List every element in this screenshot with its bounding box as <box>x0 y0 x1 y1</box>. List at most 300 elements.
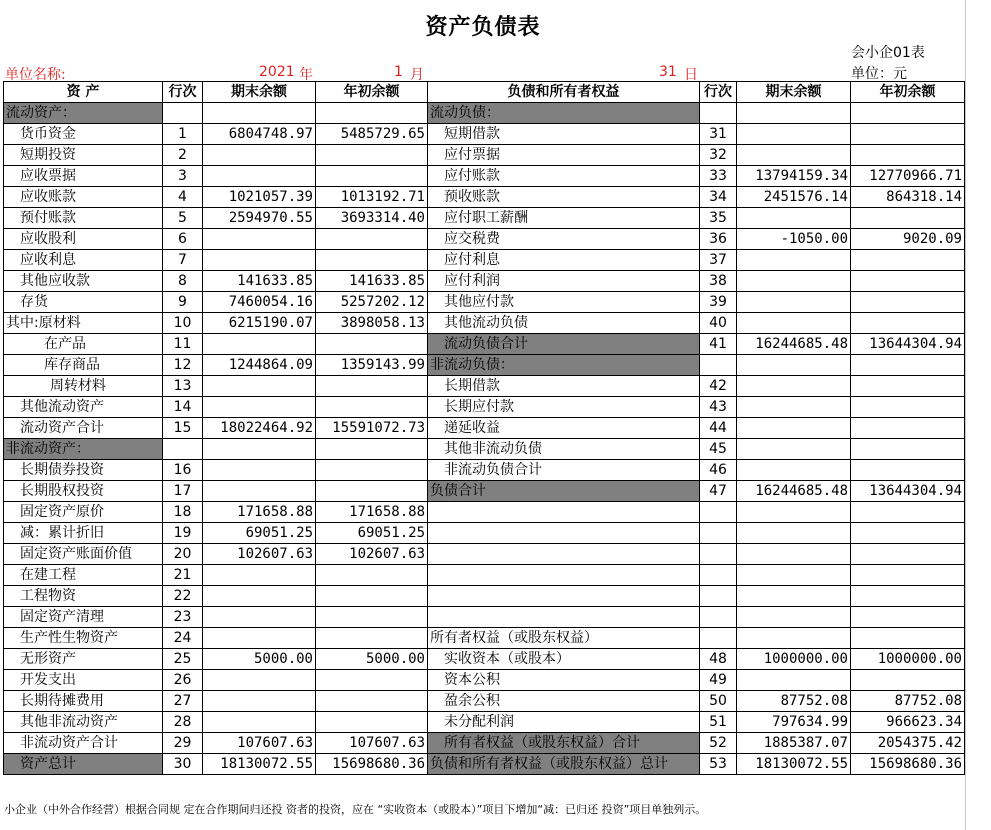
liab-end: -1050.00 <box>737 229 851 250</box>
liab-name <box>428 523 700 544</box>
asset-line: 22 <box>163 586 203 607</box>
liab-begin <box>851 460 965 481</box>
asset-line: 9 <box>163 292 203 313</box>
asset-end: 102607.63 <box>203 544 316 565</box>
liab-begin: 2054375.42 <box>851 733 965 754</box>
table-row <box>4 229 965 250</box>
asset-name: 长期待摊费用 <box>4 691 163 712</box>
asset-line: 5 <box>163 208 203 229</box>
asset-line: 14 <box>163 397 203 418</box>
liab-line <box>700 523 737 544</box>
asset-begin: 69051.25 <box>316 523 428 544</box>
asset-name: 其他流动资产 <box>4 397 163 418</box>
asset-name: 流动资产： <box>4 103 163 124</box>
table-row <box>4 355 965 376</box>
liab-name: 应交税费 <box>428 229 700 250</box>
asset-end: 69051.25 <box>203 523 316 544</box>
liab-end: 1000000.00 <box>737 649 851 670</box>
asset-line: 8 <box>163 271 203 292</box>
asset-end: 171658.88 <box>203 502 316 523</box>
asset-line: 12 <box>163 355 203 376</box>
liab-begin: 966623.34 <box>851 712 965 733</box>
asset-name: 应收利息 <box>4 250 163 271</box>
liab-begin: 864318.14 <box>851 187 965 208</box>
liab-begin <box>851 292 965 313</box>
liab-name: 应付职工薪酬 <box>428 208 700 229</box>
asset-begin <box>316 103 428 124</box>
asset-name: 其中:原材料 <box>4 313 163 334</box>
asset-name: 工程物资 <box>4 586 163 607</box>
liab-end <box>737 607 851 628</box>
asset-begin <box>316 691 428 712</box>
liab-begin <box>851 502 965 523</box>
asset-begin: 15591072.73 <box>316 418 428 439</box>
liab-end <box>737 544 851 565</box>
asset-line: 24 <box>163 628 203 649</box>
liab-begin: 1000000.00 <box>851 649 965 670</box>
asset-line: 29 <box>163 733 203 754</box>
table-row <box>4 544 965 565</box>
liab-begin <box>851 208 965 229</box>
asset-line: 7 <box>163 250 203 271</box>
liab-begin <box>851 376 965 397</box>
liab-name <box>428 544 700 565</box>
liab-line: 51 <box>700 712 737 733</box>
liab-end <box>737 145 851 166</box>
liab-name: 实收资本（或股本） <box>428 649 700 670</box>
asset-begin <box>316 439 428 460</box>
liab-name: 资本公积 <box>428 670 700 691</box>
asset-name: 非流动资产合计 <box>4 733 163 754</box>
asset-end <box>203 376 316 397</box>
table-row <box>4 691 965 712</box>
liab-name: 流动负债： <box>428 103 700 124</box>
liab-name <box>428 565 700 586</box>
asset-begin: 15698680.36 <box>316 754 428 775</box>
header-begin-balance: 年初余额 <box>316 82 428 103</box>
liab-line <box>700 502 737 523</box>
liab-end <box>737 397 851 418</box>
asset-end <box>203 166 316 187</box>
asset-end <box>203 628 316 649</box>
asset-line: 16 <box>163 460 203 481</box>
liab-end <box>737 271 851 292</box>
liab-end <box>737 460 851 481</box>
liab-line: 48 <box>700 649 737 670</box>
liab-begin: 87752.08 <box>851 691 965 712</box>
asset-begin <box>316 628 428 649</box>
liab-begin: 9020.09 <box>851 229 965 250</box>
liab-name: 流动负债合计 <box>428 334 700 355</box>
liab-name: 所有者权益（或股东权益）合计 <box>428 733 700 754</box>
liab-end <box>737 502 851 523</box>
asset-begin: 5485729.65 <box>316 124 428 145</box>
asset-name: 库存商品 <box>4 355 163 376</box>
table-row <box>4 145 965 166</box>
asset-end <box>203 103 316 124</box>
liab-begin <box>851 439 965 460</box>
asset-end <box>203 670 316 691</box>
asset-name: 无形资产 <box>4 649 163 670</box>
liab-end: 87752.08 <box>737 691 851 712</box>
asset-line: 4 <box>163 187 203 208</box>
liab-line <box>700 565 737 586</box>
asset-name: 在建工程 <box>4 565 163 586</box>
liab-begin <box>851 418 965 439</box>
asset-line: 13 <box>163 376 203 397</box>
asset-begin <box>316 145 428 166</box>
liab-name: 所有者权益（或股东权益） <box>428 628 700 649</box>
asset-begin <box>316 565 428 586</box>
asset-end: 6215190.07 <box>203 313 316 334</box>
table-row <box>4 481 965 502</box>
asset-begin <box>316 481 428 502</box>
liab-end <box>737 586 851 607</box>
asset-name: 流动资产合计 <box>4 418 163 439</box>
liab-line: 32 <box>700 145 737 166</box>
asset-name: 应收票据 <box>4 166 163 187</box>
asset-end <box>203 586 316 607</box>
asset-begin <box>316 670 428 691</box>
liab-end <box>737 418 851 439</box>
table-row <box>4 565 965 586</box>
table-row <box>4 754 965 775</box>
asset-name: 其他应收款 <box>4 271 163 292</box>
asset-end <box>203 712 316 733</box>
balance-sheet-table <box>3 81 965 775</box>
asset-name: 资产总计 <box>4 754 163 775</box>
liab-name: 其他流动负债 <box>428 313 700 334</box>
asset-name: 生产性生物资产 <box>4 628 163 649</box>
table-row <box>4 334 965 355</box>
asset-begin: 171658.88 <box>316 502 428 523</box>
asset-begin: 3898058.13 <box>316 313 428 334</box>
liab-line: 47 <box>700 481 737 502</box>
table-row <box>4 418 965 439</box>
liab-begin <box>851 145 965 166</box>
asset-end <box>203 334 316 355</box>
asset-name: 应收股利 <box>4 229 163 250</box>
liab-end: 16244685.48 <box>737 481 851 502</box>
asset-line: 21 <box>163 565 203 586</box>
report-year-unit: 年 <box>299 67 313 83</box>
table-row <box>4 523 965 544</box>
liab-name: 负债合计 <box>428 481 700 502</box>
asset-end <box>203 691 316 712</box>
liab-line <box>700 607 737 628</box>
asset-end <box>203 439 316 460</box>
liab-begin: 13644304.94 <box>851 334 965 355</box>
asset-name: 非流动资产： <box>4 439 163 460</box>
asset-end <box>203 397 316 418</box>
table-row <box>4 628 965 649</box>
liab-line: 43 <box>700 397 737 418</box>
liab-line: 34 <box>700 187 737 208</box>
asset-begin <box>316 586 428 607</box>
asset-end: 7460054.16 <box>203 292 316 313</box>
liab-line: 52 <box>700 733 737 754</box>
liab-name: 短期借款 <box>428 124 700 145</box>
liab-begin <box>851 523 965 544</box>
asset-begin <box>316 712 428 733</box>
liab-line <box>700 628 737 649</box>
liab-line: 36 <box>700 229 737 250</box>
liab-name: 未分配利润 <box>428 712 700 733</box>
table-row <box>4 502 965 523</box>
liab-name: 非流动负债： <box>428 355 700 376</box>
liab-name <box>428 607 700 628</box>
liab-line: 41 <box>700 334 737 355</box>
table-row <box>4 103 965 124</box>
liab-begin: 12770966.71 <box>851 166 965 187</box>
liab-begin <box>851 607 965 628</box>
asset-name: 固定资产清理 <box>4 607 163 628</box>
liab-line <box>700 586 737 607</box>
asset-begin <box>316 460 428 481</box>
liab-end <box>737 565 851 586</box>
asset-begin <box>316 397 428 418</box>
liab-name: 其他非流动负债 <box>428 439 700 460</box>
liab-end <box>737 103 851 124</box>
table-row <box>4 208 965 229</box>
asset-line: 6 <box>163 229 203 250</box>
asset-line: 28 <box>163 712 203 733</box>
asset-begin: 3693314.40 <box>316 208 428 229</box>
asset-name: 应收账款 <box>4 187 163 208</box>
header-end-balance: 期末余额 <box>203 82 316 103</box>
report-day-unit: 日 <box>684 67 698 83</box>
asset-end: 2594970.55 <box>203 208 316 229</box>
asset-line: 18 <box>163 502 203 523</box>
asset-name: 开发支出 <box>4 670 163 691</box>
header-line: 行次 <box>163 82 203 103</box>
asset-end <box>203 145 316 166</box>
liab-begin <box>851 544 965 565</box>
table-row <box>4 439 965 460</box>
asset-name: 短期投资 <box>4 145 163 166</box>
liab-name: 长期应付款 <box>428 397 700 418</box>
table-row <box>4 670 965 691</box>
liab-line: 31 <box>700 124 737 145</box>
liab-end: 16244685.48 <box>737 334 851 355</box>
liab-line: 39 <box>700 292 737 313</box>
asset-end: 6804748.97 <box>203 124 316 145</box>
liab-name: 负债和所有者权益（或股东权益）总计 <box>428 754 700 775</box>
liab-begin <box>851 355 965 376</box>
table-row <box>4 271 965 292</box>
liab-name: 非流动负债合计 <box>428 460 700 481</box>
table-row <box>4 166 965 187</box>
table-row <box>4 607 965 628</box>
page-title: 资产负债表 <box>425 15 541 40</box>
asset-line: 3 <box>163 166 203 187</box>
report-day: 31 <box>659 64 677 80</box>
liab-begin <box>851 124 965 145</box>
report-year: 2021 <box>259 64 295 80</box>
table-row <box>4 376 965 397</box>
table-row <box>4 292 965 313</box>
table-row <box>4 733 965 754</box>
header-asset: 资 产 <box>4 82 163 103</box>
liab-line: 37 <box>700 250 737 271</box>
liab-end <box>737 124 851 145</box>
asset-end: 18130072.55 <box>203 754 316 775</box>
liab-line <box>700 103 737 124</box>
liab-end <box>737 313 851 334</box>
liab-begin: 13644304.94 <box>851 481 965 502</box>
liab-line: 46 <box>700 460 737 481</box>
asset-name: 固定资产账面价值 <box>4 544 163 565</box>
liab-end: 13794159.34 <box>737 166 851 187</box>
liab-begin <box>851 313 965 334</box>
entity-label: 单位名称: <box>5 67 66 83</box>
liab-line: 50 <box>700 691 737 712</box>
liab-end: 797634.99 <box>737 712 851 733</box>
asset-name: 周转材料 <box>4 376 163 397</box>
report-month: 1 <box>394 64 403 80</box>
asset-name: 货币资金 <box>4 124 163 145</box>
asset-name: 其他非流动资产 <box>4 712 163 733</box>
asset-begin: 102607.63 <box>316 544 428 565</box>
asset-line: 25 <box>163 649 203 670</box>
liab-end <box>737 670 851 691</box>
liab-end: 18130072.55 <box>737 754 851 775</box>
asset-name: 固定资产原价 <box>4 502 163 523</box>
asset-end: 1244864.09 <box>203 355 316 376</box>
liab-begin <box>851 565 965 586</box>
liab-line <box>700 544 737 565</box>
liab-line: 40 <box>700 313 737 334</box>
asset-end <box>203 481 316 502</box>
liab-end: 1885387.07 <box>737 733 851 754</box>
asset-line: 2 <box>163 145 203 166</box>
liab-name: 盈余公积 <box>428 691 700 712</box>
asset-end <box>203 460 316 481</box>
liab-line: 45 <box>700 439 737 460</box>
asset-begin: 5000.00 <box>316 649 428 670</box>
liab-begin <box>851 670 965 691</box>
asset-end: 141633.85 <box>203 271 316 292</box>
liab-name: 其他应付款 <box>428 292 700 313</box>
table-row <box>4 397 965 418</box>
liab-name <box>428 502 700 523</box>
liab-name: 应付利息 <box>428 250 700 271</box>
liab-end <box>737 250 851 271</box>
liab-begin <box>851 250 965 271</box>
asset-line: 10 <box>163 313 203 334</box>
liab-end <box>737 208 851 229</box>
table-row <box>4 460 965 481</box>
liab-end <box>737 292 851 313</box>
liab-name: 长期借款 <box>428 376 700 397</box>
asset-begin <box>316 166 428 187</box>
liab-name: 应付票据 <box>428 145 700 166</box>
asset-name: 长期债券投资 <box>4 460 163 481</box>
liab-name: 应付利润 <box>428 271 700 292</box>
liab-end <box>737 376 851 397</box>
header-row <box>4 82 965 103</box>
table-row <box>4 649 965 670</box>
asset-end: 1021057.39 <box>203 187 316 208</box>
asset-end <box>203 250 316 271</box>
liab-line: 42 <box>700 376 737 397</box>
asset-line: 15 <box>163 418 203 439</box>
asset-begin <box>316 334 428 355</box>
asset-begin: 1359143.99 <box>316 355 428 376</box>
liab-begin <box>851 628 965 649</box>
liab-line: 49 <box>700 670 737 691</box>
table-row <box>4 313 965 334</box>
asset-begin: 1013192.71 <box>316 187 428 208</box>
asset-line <box>163 439 203 460</box>
asset-line: 30 <box>163 754 203 775</box>
asset-end: 5000.00 <box>203 649 316 670</box>
header-liability: 负债和所有者权益 <box>428 82 700 103</box>
asset-line: 1 <box>163 124 203 145</box>
asset-line: 27 <box>163 691 203 712</box>
asset-begin: 141633.85 <box>316 271 428 292</box>
report-month-unit: 月 <box>410 67 424 83</box>
asset-begin <box>316 229 428 250</box>
asset-begin <box>316 250 428 271</box>
header-end-balance-2: 期末余额 <box>737 82 851 103</box>
liab-name: 预收账款 <box>428 187 700 208</box>
liab-end <box>737 523 851 544</box>
asset-line: 19 <box>163 523 203 544</box>
form-code: 会小企01表 <box>851 45 925 61</box>
asset-line: 26 <box>163 670 203 691</box>
asset-line: 11 <box>163 334 203 355</box>
asset-end <box>203 565 316 586</box>
asset-begin: 5257202.12 <box>316 292 428 313</box>
asset-end: 18022464.92 <box>203 418 316 439</box>
liab-begin: 15698680.36 <box>851 754 965 775</box>
asset-end <box>203 229 316 250</box>
liab-line: 44 <box>700 418 737 439</box>
liab-line: 33 <box>700 166 737 187</box>
table-row <box>4 124 965 145</box>
liab-line: 35 <box>700 208 737 229</box>
liab-end <box>737 355 851 376</box>
liab-end <box>737 628 851 649</box>
asset-name: 存货 <box>4 292 163 313</box>
currency-unit: 单位：元 <box>851 66 907 82</box>
asset-name: 预付账款 <box>4 208 163 229</box>
asset-end <box>203 607 316 628</box>
asset-begin <box>316 376 428 397</box>
liab-begin <box>851 103 965 124</box>
liab-begin <box>851 271 965 292</box>
header-line-2: 行次 <box>700 82 737 103</box>
header-begin-balance-2: 年初余额 <box>851 82 965 103</box>
asset-line: 20 <box>163 544 203 565</box>
asset-name: 在产品 <box>4 334 163 355</box>
liab-line <box>700 355 737 376</box>
table-row <box>4 187 965 208</box>
asset-end: 107607.63 <box>203 733 316 754</box>
asset-line: 17 <box>163 481 203 502</box>
liab-line: 38 <box>700 271 737 292</box>
asset-line <box>163 103 203 124</box>
asset-begin: 107607.63 <box>316 733 428 754</box>
sheet-right-border <box>965 0 966 830</box>
asset-name: 长期股权投资 <box>4 481 163 502</box>
table-row <box>4 586 965 607</box>
liab-begin <box>851 397 965 418</box>
table-row <box>4 250 965 271</box>
table-row <box>4 712 965 733</box>
liab-end: 2451576.14 <box>737 187 851 208</box>
